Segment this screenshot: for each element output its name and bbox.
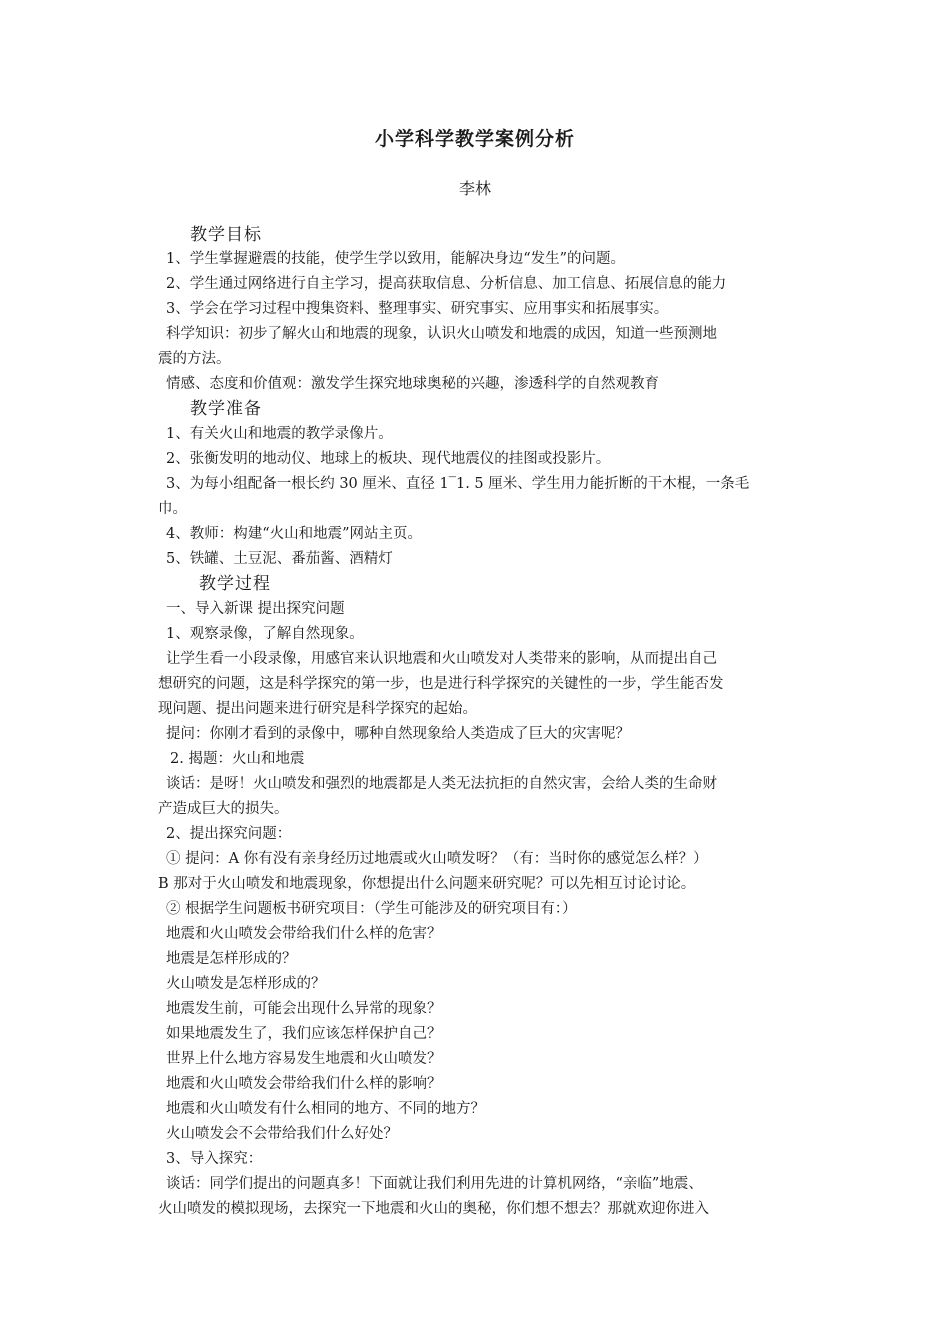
list-item: 世界上什么地方容易发生地震和火山喷发？ (166, 1051, 442, 1067)
list-item: 火山喷发会不会带给我们什么好处？ (166, 1126, 398, 1142)
paragraph-line: 提问：你刚才看到的录像中，哪种自然现象给人类造成了巨大的灾害呢？ (166, 726, 630, 742)
paragraph-line: 1、观察录像，了解自然现象。 (166, 626, 364, 642)
paragraph-line: 火山喷发的模拟现场，去探究一下地震和火山的奥秘，你们想不想去？那就欢迎你进入 (158, 1201, 709, 1217)
list-item: 地震发生前，可能会出现什么异常的现象？ (166, 1001, 442, 1017)
section-heading-process: 教学过程 (199, 574, 271, 594)
paragraph-line: 情感、态度和价值观：激发学生探究地球奥秘的兴趣，渗透科学的自然观教育 (166, 376, 659, 392)
paragraph-line: 2、提出探究问题： (166, 826, 292, 842)
paragraph-line: 谈话：是呀！火山喷发和强烈的地震都是人类无法抗拒的自然灾害，会给人类的生命财 (166, 776, 717, 792)
list-item: 地震和火山喷发会带给我们什么样的危害？ (166, 926, 442, 942)
paragraph-line: 巾。 (158, 501, 187, 517)
section-heading-objectives: 教学目标 (190, 225, 262, 245)
paragraph-line: 3、学会在学习过程中搜集资料、整理事实、研究事实、应用事实和拓展事实。 (166, 301, 669, 317)
document-title: 小学科学教学案例分析 (374, 128, 575, 150)
paragraph-line: 谈话：同学们提出的问题真多！下面就让我们利用先进的计算机网络，“亲临”地震、 (166, 1176, 703, 1192)
list-item: 火山喷发是怎样形成的？ (166, 976, 326, 992)
paragraph-line: 让学生看一小段录像，用感官来认识地震和火山喷发对人类带来的影响，从而提出自己 (166, 651, 717, 667)
paragraph-line: B 那对于火山喷发和地震现象，你想提出什么问题来研究呢？可以先相互讨论讨论。 (158, 876, 696, 892)
paragraph-line: 5、铁罐、土豆泥、番茄酱、酒精灯 (166, 551, 393, 567)
paragraph-line: ① 提问：A 你有没有亲身经历过地震或火山喷发呀？（有：当时你的感觉怎么样？） (166, 851, 708, 867)
paragraph-line: 科学知识：初步了解火山和地震的现象，认识火山喷发和地震的成因，知道一些预测地 (166, 326, 717, 342)
paragraph-line: 1、有关火山和地震的教学录像片。 (166, 426, 393, 442)
paragraph-line: ② 根据学生问题板书研究项目：（学生可能涉及的研究项目有：） (166, 901, 577, 917)
paragraph-line: 震的方法。 (158, 351, 231, 367)
paragraph-line: 产造成巨大的损失。 (158, 801, 289, 817)
section-heading-preparation: 教学准备 (190, 399, 262, 419)
paragraph-line: 2、学生通过网络进行自主学习，提高获取信息、分析信息、加工信息、拓展信息的能力 (166, 276, 727, 292)
paragraph-line: 3、为每小组配备一根长约 30 厘米、直径 1‾1. 5 厘米、学生用力能折断的干木棍，一条毛 (166, 476, 750, 492)
paragraph-line: 2. 揭题：火山和地震 (170, 751, 305, 767)
paragraph-line: 1、学生掌握避震的技能，使学生学以致用，能解决身边“发生”的问题。 (166, 251, 626, 267)
document-author: 李林 (458, 179, 491, 198)
paragraph-line: 2、张衡发明的地动仪、地球上的板块、现代地震仪的挂图或投影片。 (166, 451, 611, 467)
paragraph-line: 现问题、提出问题来进行研究是科学探究的起始。 (158, 701, 477, 717)
list-item: 如果地震发生了，我们应该怎样保护自己？ (166, 1026, 442, 1042)
list-item: 地震和火山喷发有什么相同的地方、不同的地方？ (166, 1101, 485, 1117)
paragraph-line: 4、教师：构建“火山和地震”网站主页。 (166, 526, 423, 542)
paragraph-line: 3、导入探究： (166, 1151, 263, 1167)
paragraph-line: 一、导入新课 提出探究问题 (166, 601, 345, 617)
paragraph-line: 想研究的问题，这是科学探究的第一步，也是进行科学探究的关键性的一步，学生能否发 (158, 676, 724, 692)
list-item: 地震和火山喷发会带给我们什么样的影响？ (166, 1076, 442, 1092)
list-item: 地震是怎样形成的？ (166, 951, 297, 967)
